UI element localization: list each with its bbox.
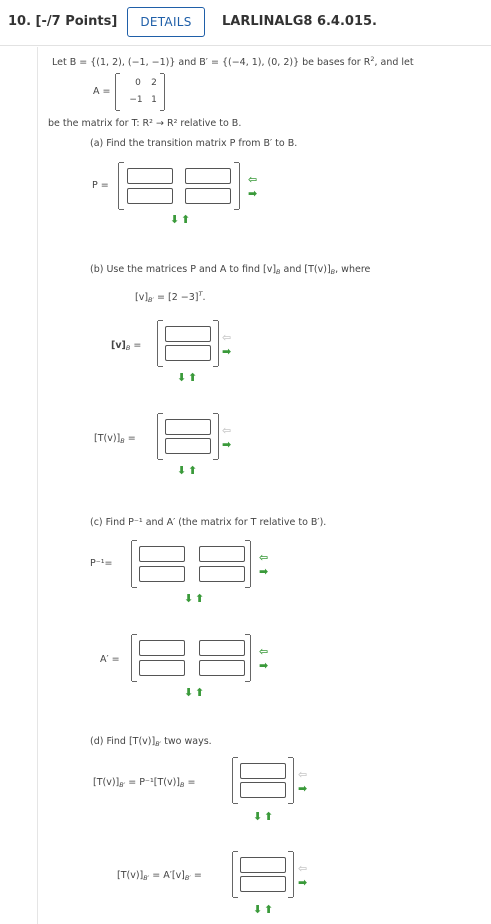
v-b-label: $[v]_B$ = [111,340,142,352]
content-left-rule [37,47,38,924]
remove-row-arrow-icon[interactable]: ⬆ [264,810,274,823]
tv-bprime-1-entry-2[interactable] [240,782,286,798]
remove-row-arrow-icon[interactable]: ⬆ [188,371,198,384]
p-inverse-matrix [131,541,251,587]
remove-row-arrow-icon[interactable]: ⬆ [195,686,205,699]
part-a-prompt: (a) Find the transition matrix P from B′ to B. [90,138,298,149]
a-matrix [115,74,165,110]
a-matrix-cell: 0 [135,78,141,88]
p-inverse-entry-22[interactable] [199,566,245,582]
p-inverse-entry-12[interactable] [199,546,245,562]
tv-bprime-2-entry-2[interactable] [240,876,286,892]
add-row-arrow-icon[interactable]: ⬇ [253,810,263,823]
a-matrix-cell: 1 [151,95,157,105]
remove-row-arrow-icon[interactable]: ⬆ [188,464,198,477]
add-column-arrow-icon[interactable]: ➡ [259,565,269,578]
remove-row-arrow-icon[interactable]: ⬆ [264,903,274,916]
p-entry-21[interactable] [127,188,173,204]
add-row-arrow-icon[interactable]: ⬇ [170,213,180,226]
p-entry-12[interactable] [185,168,231,184]
tv-b-entry-2[interactable] [165,438,211,454]
a-prime-entry-21[interactable] [139,660,185,676]
tv-b-vector [157,414,219,459]
intro-line-1: Let B = {(1, 2), (−1, −1)} and B′ = {(−4, 1), (0, 2)} be bases for $R^2$, and let [52,55,414,68]
tv-bprime-1-entry-1[interactable] [240,763,286,779]
p-matrix [118,163,240,209]
tv-bprime-eq2-label: $[T(v)]_{B'} = A'[v]_{B'}$ = [117,870,202,882]
remove-column-arrow-icon: ⇦ [222,331,232,344]
question-header [0,0,491,46]
a-prime-label: A′ = [100,654,120,665]
tv-b-label: $[T(v)]_B$ = [94,433,136,445]
tv-bprime-eq1-label: $[T(v)]_{B'} = P^{-1}[T(v)]_B$ = [93,777,196,789]
remove-row-arrow-icon[interactable]: ⬆ [195,592,205,605]
add-column-arrow-icon[interactable]: ➡ [298,876,308,889]
a-matrix-cell: −1 [129,95,143,105]
part-b-given: $[v]_{B'} = [2 -3]^T$. [135,290,206,304]
add-column-arrow-icon[interactable]: ➡ [298,782,308,795]
p-label: P = [92,180,109,191]
p-inverse-entry-21[interactable] [139,566,185,582]
add-row-arrow-icon[interactable]: ⬇ [184,592,194,605]
remove-column-arrow-icon[interactable]: ⇦ [248,173,258,186]
add-row-arrow-icon[interactable]: ⬇ [184,686,194,699]
a-matrix-label: A = [93,86,111,97]
a-prime-entry-12[interactable] [199,640,245,656]
p-entry-11[interactable] [127,168,173,184]
remove-row-arrow-icon[interactable]: ⬆ [181,213,191,226]
problem-code: LARLINALG8 6.4.015. [222,14,377,29]
add-row-arrow-icon[interactable]: ⬇ [253,903,263,916]
details-button[interactable]: DETAILS [127,7,205,37]
v-b-vector [157,321,219,366]
p-inverse-entry-11[interactable] [139,546,185,562]
a-prime-entry-11[interactable] [139,640,185,656]
remove-column-arrow-icon: ⇦ [298,862,308,875]
v-b-entry-1[interactable] [165,326,211,342]
tv-bprime-vector-1 [232,758,294,803]
add-column-arrow-icon[interactable]: ➡ [222,345,232,358]
add-column-arrow-icon[interactable]: ➡ [248,187,258,200]
p-entry-22[interactable] [185,188,231,204]
add-column-arrow-icon[interactable]: ➡ [259,659,269,672]
a-prime-entry-22[interactable] [199,660,245,676]
v-b-entry-2[interactable] [165,345,211,361]
question-number: 10. [-/7 Points] [8,14,118,29]
remove-column-arrow-icon: ⇦ [298,768,308,781]
a-prime-matrix [131,635,251,681]
intro-line-2: be the matrix for T: R² → R² relative to B. [48,118,242,129]
tv-b-entry-1[interactable] [165,419,211,435]
p-inverse-label: P⁻¹= [90,558,113,569]
add-column-arrow-icon[interactable]: ➡ [222,438,232,451]
remove-column-arrow-icon[interactable]: ⇦ [259,551,269,564]
remove-column-arrow-icon: ⇦ [222,424,232,437]
part-d-prompt: (d) Find $[T(v)]_{B'}$ two ways. [90,736,212,748]
tv-bprime-vector-2 [232,852,294,897]
part-c-prompt: (c) Find P⁻¹ and A′ (the matrix for T relative to B′). [90,517,327,528]
add-row-arrow-icon[interactable]: ⬇ [177,371,187,384]
tv-bprime-2-entry-1[interactable] [240,857,286,873]
remove-column-arrow-icon[interactable]: ⇦ [259,645,269,658]
part-b-prompt: (b) Use the matrices P and A to find $[v]_B$ and $[T(v)]_B$, where [90,264,371,276]
add-row-arrow-icon[interactable]: ⬇ [177,464,187,477]
a-matrix-cell: 2 [151,78,157,88]
